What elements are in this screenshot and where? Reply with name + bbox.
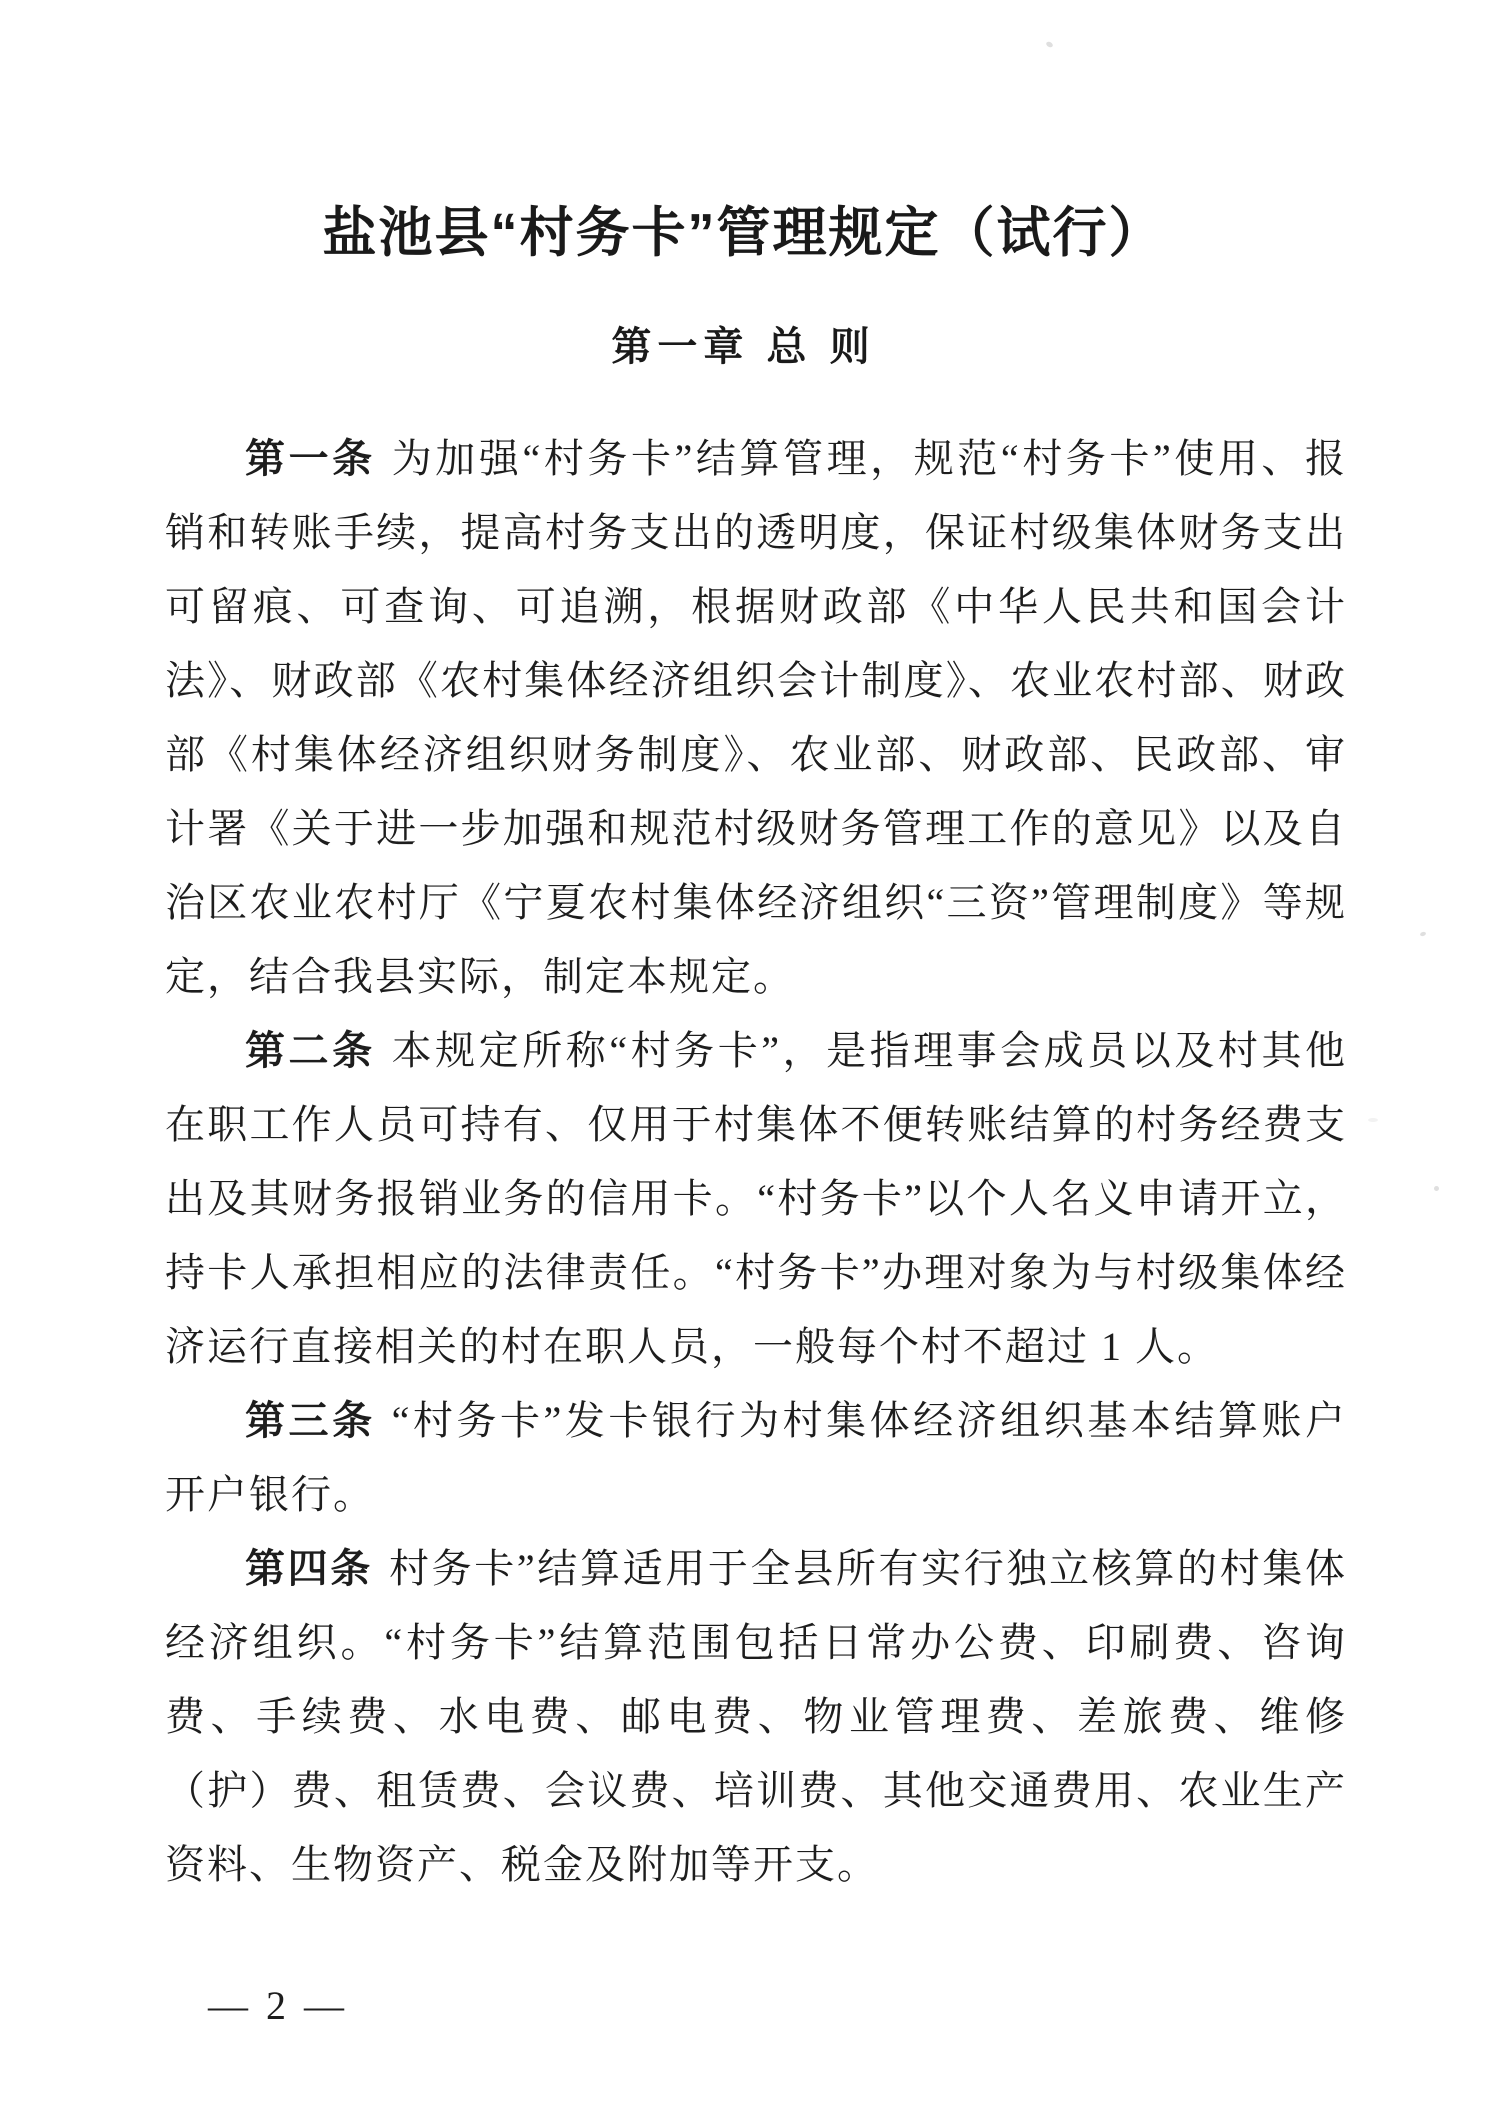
scan-noise-speck: [1368, 1118, 1378, 1122]
article-text: “村务卡”发卡银行为村集体经济组织基本结算账户开户银行。: [165, 1398, 1347, 1518]
document-title: 盐池县“村务卡”管理规定（试行）: [322, 203, 1165, 263]
article-paragraph-2: [165, 1014, 1347, 1384]
document-body: [0, 422, 1487, 1902]
article-number-label: 第三条: [245, 1399, 376, 1444]
article-number-label: 第四条: [245, 1547, 373, 1592]
chapter-heading: 第一章 总 则: [611, 325, 876, 370]
scan-noise-speck: [1434, 1186, 1439, 1191]
article-paragraph-1: [165, 422, 1347, 1014]
article-text: 村务卡”结算适用于全县所有实行独立核算的村集体经济组织。“村务卡”结算范围包括日常办公费、印刷费、咨询费、手续费、水电费、邮电费、物业管理费、差旅费、维修（护）费、租赁费、会议费、培训费、其他交通费用、农业生产资料、生物资产、税金及附加等开支。: [165, 1546, 1347, 1888]
article-number-label: 第二条: [245, 1029, 376, 1074]
article-text: 本规定所称“村务卡”，是指理事会成员以及村其他在职工作人员可持有、仅用于村集体不便转账结算的村务经费支出及其财务报销业务的信用卡。“村务卡”以个人名义申请开立，持卡人承担相应的法律责任。“村务卡”办理对象为与村级集体经济运行直接相关的村在职人员，一般每个村不超过 1 人。: [165, 1028, 1347, 1370]
article-paragraph-4: [165, 1532, 1347, 1902]
article-number-label: 第一条: [245, 437, 376, 482]
article-text: 为加强“村务卡”结算管理，规范“村务卡”使用、报销和转账手续，提高村务支出的透明度，保证村级集体财务支出可留痕、可查询、可追溯，根据财政部《中华人民共和国会计法》、财政部《农村集体经济组织会计制度》、农业农村部、财政部《村集体经济组织财务制度》、农业部、财政部、民政部、审计署《关于进一步加强和规范村级财务管理工作的意见》以及自治区农业农村厅《宁夏农村集体经济组织“三资”管理制度》等规定，结合我县实际，制定本规定。: [165, 436, 1348, 1000]
page-number: — 2 —: [208, 1983, 348, 2028]
article-paragraph-3: [165, 1384, 1347, 1532]
